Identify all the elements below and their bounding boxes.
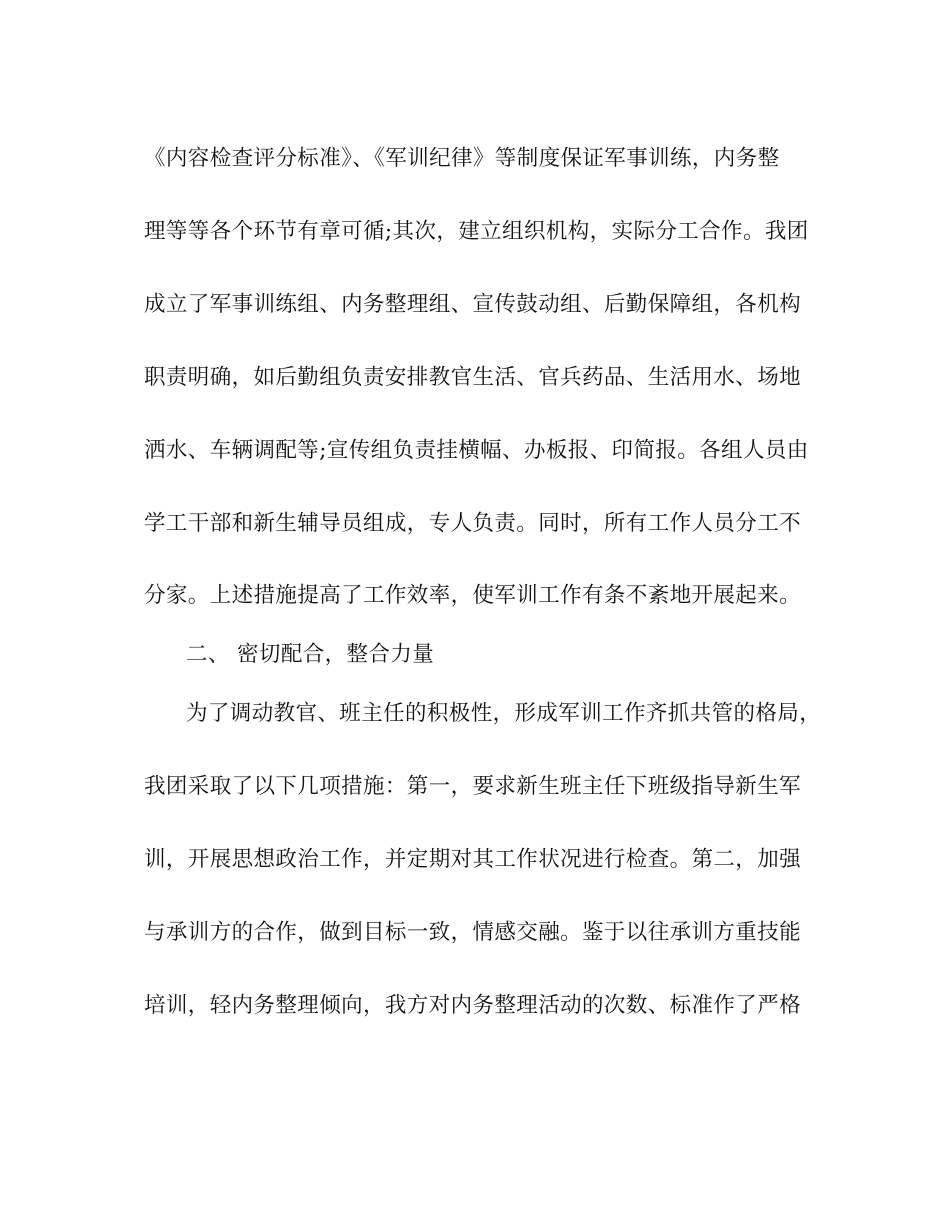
paragraph-line: 成立了军事训练组、内务整理组、宣传鼓动组、后勤保障组，各机构	[144, 292, 802, 317]
paragraph-line: 培训，轻内务整理倾向，我方对内务整理活动的次数、标准作了严格	[144, 993, 802, 1018]
paragraph-line: 《内容检查评分标准》、《军训纪律》等制度保证军事训练，内务整	[144, 146, 780, 171]
paragraph-line: 学工干部和新生辅导员组成，专人负责。同时，所有工作人员分工不	[144, 511, 802, 536]
paragraph-line: 洒水、车辆调配等;宣传组负责挂横幅、办板报、印简报。各组人员由	[144, 438, 809, 463]
paragraph-line: 与承训方的合作，做到目标一致，情感交融。鉴于以往承训方重技能	[144, 920, 802, 945]
paragraph-line: 理等等各个环节有章可循;其次，建立组织机构，实际分工合作。我团	[144, 219, 809, 244]
paragraph-line: 职责明确，如后勤组负责安排教官生活、官兵药品、生活用水、场地	[144, 365, 802, 390]
paragraph-line: 分家。上述措施提高了工作效率，使军训工作有条不紊地开展起来。	[144, 583, 802, 608]
paragraph-line: 我团采取了以下几项措施：第一，要求新生班主任下班级指导新生军	[144, 774, 802, 799]
paragraph-line: 为了调动教官、班主任的积极性，形成军训工作齐抓共管的格局，	[186, 701, 822, 726]
section-heading: 二、 密切配合，整合力量	[186, 642, 435, 667]
paragraph-line: 训，开展思想政治工作，并定期对其工作状况进行检查。第二，加强	[144, 847, 802, 872]
